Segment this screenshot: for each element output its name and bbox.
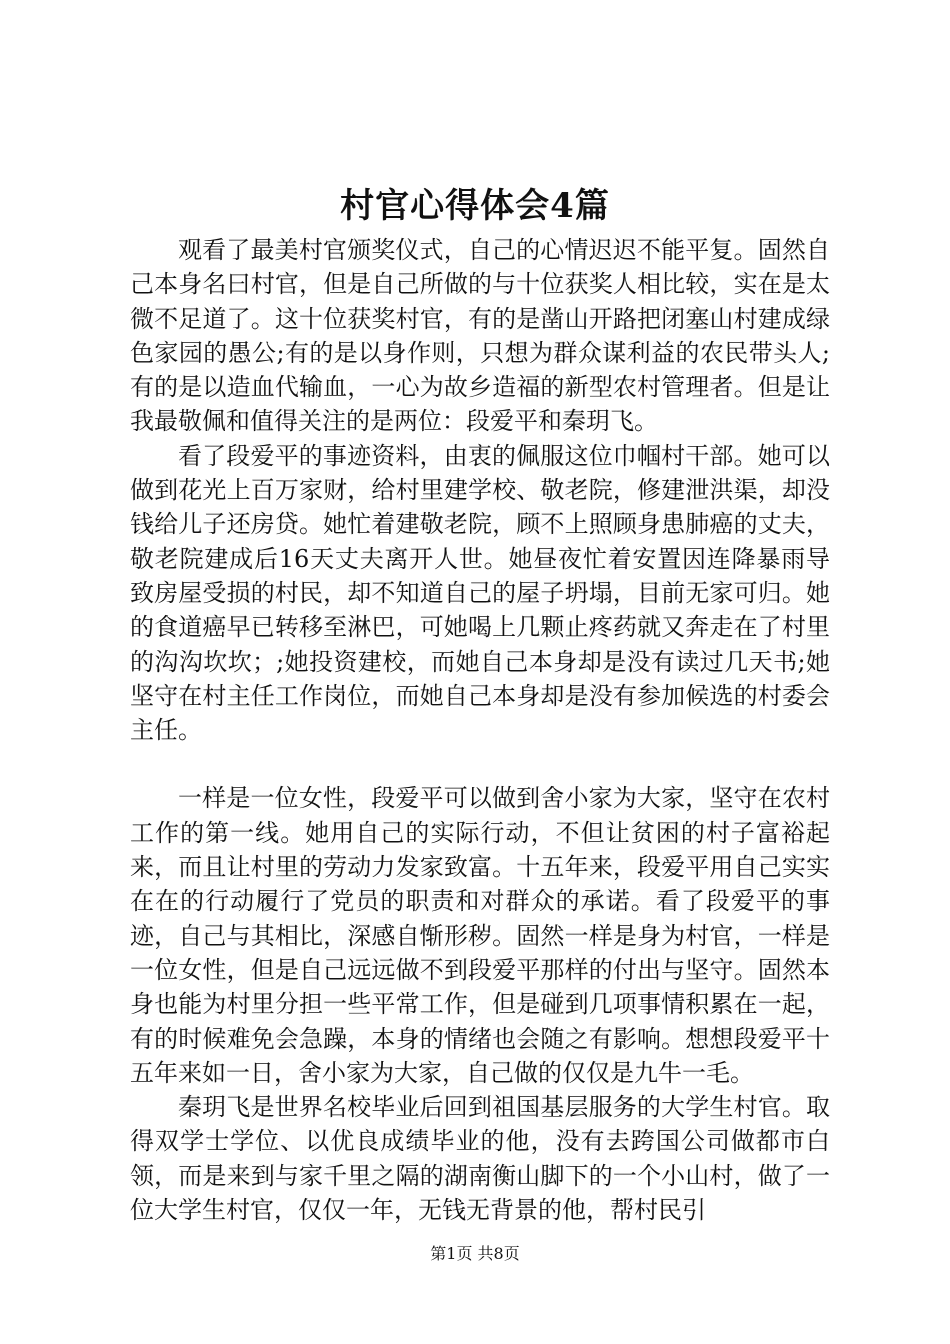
document-body [130,233,830,1227]
page-number-footer: 第1页 共8页 [430,1244,520,1263]
paragraph-2: 看了段爱平的事迹资料，由衷的佩服这位巾帼村干部。她可以做到花光上百万家财，给村里建学校、敬老院，修建泄洪渠，却没钱给儿子还房贷。她忙着建敬老院，顾不上照顾身患肺癌的丈夫，敬老院建成后16天丈夫离开人世。她昼夜忙着安置因连降暴雨导致房屋受损的村民，却不知道自己的屋子坍塌，目前无家可归。她的食道癌早已转移至淋巴，可她喝上几颗止疼药就又奔走在了村里的沟沟坎坎；;她投资建校，而她自己本身却是没有读过几天书;她坚守在村主任工作岗位，而她自己本身却是没有参加候选的村委会主任。 [130,441,830,745]
paragraph-3: 一样是一位女性，段爱平可以做到舍小家为大家，坚守在农村工作的第一线。她用自己的实际行动，不但让贫困的村子富裕起来，而且让村里的劳动力发家致富。十五年来，段爱平用自己实实在在的行动履行了党员的职责和对群众的承诺。看了段爱平的事迹，自己与其相比，深感自惭形秽。固然一样是身为村官，一样是一位女性，但是自己远远做不到段爱平那样的付出与坚守。固然本身也能为村里分担一些平常工作，但是碰到几项事情积累在一起，有的时候难免会急躁，本身的情绪也会随之有影响。想想段爱平十五年来如一日，舍小家为大家，自己做的仅仅是九牛一毛。 [130,784,830,1087]
document-title: 村官心得体会4篇 [340,186,610,226]
paragraph-1: 观看了最美村官颁奖仪式，自己的心情迟迟不能平复。固然自己本身名曰村官，但是自己所做的与十位获奖人相比较，实在是太微不足道了。这十位获奖村官，有的是凿山开路把闭塞山村建成绿色家园的愚公;有的是以身作则，只想为群众谋利益的农民带头人;有的是以造血代输血，一心为故乡造福的新型农村管理者。但是让我最敬佩和值得关注的是两位：段爱平和秦玥飞。 [130,236,830,436]
paragraph-4: 秦玥飞是世界名校毕业后回到祖国基层服务的大学生村官。取得双学士学位、以优良成绩毕业的他，没有去跨国公司做都市白领，而是来到与家千里之隔的湖南衡山脚下的一个小山村，做了一位大学生村官，仅仅一年，无钱无背景的他，帮村民引 [130,1093,830,1225]
